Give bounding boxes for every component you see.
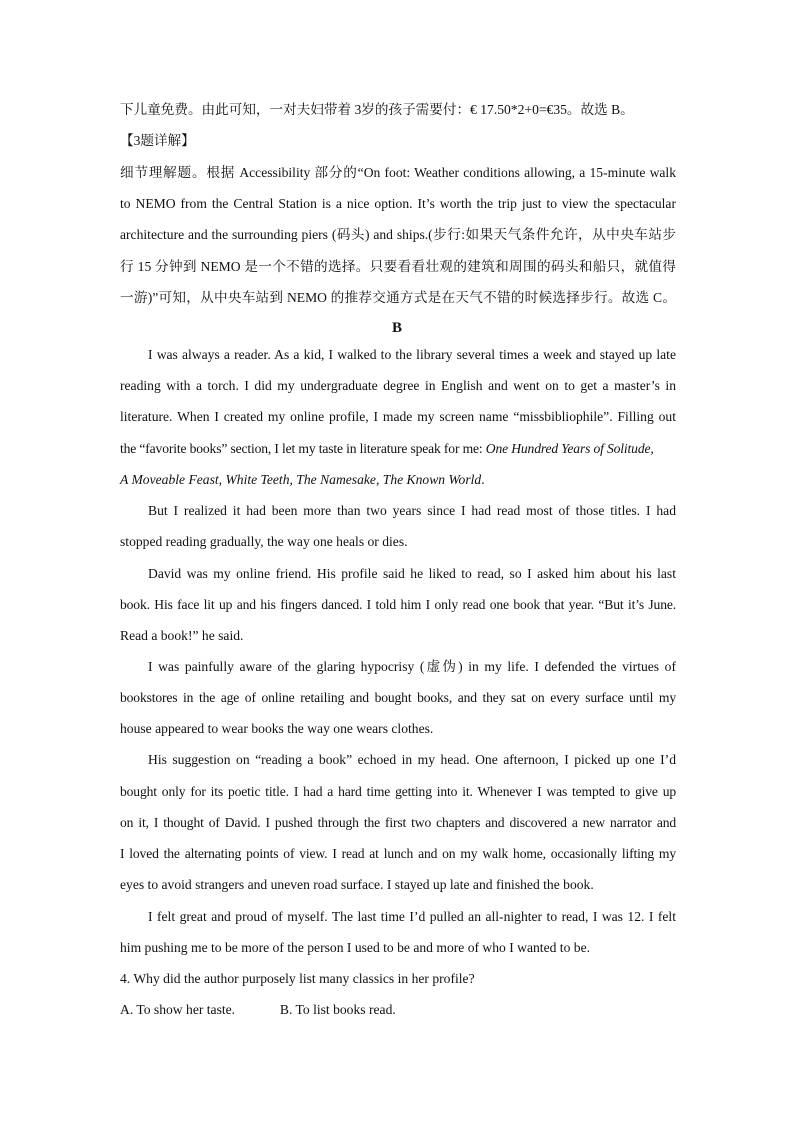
section-title: B: [391, 320, 402, 336]
passage-line: him pushing me to be more of the person I used to be and more of who I wanted to be.: [120, 940, 591, 955]
book-title-list: A Moveable Feast, White Teeth, The Namesake, The Known World: [120, 472, 482, 487]
explanation-line: architecture and the surrounding piers (码头) and ships.(步行:如果天气条件允许，从中央车站步: [120, 227, 676, 242]
passage-line: But I realized it had been more than two years since I had read most of those titles. I had: [148, 503, 676, 518]
passage-text: the “favorite books” section, I let my taste in literature speak for me:: [120, 441, 486, 456]
passage-line: house appeared to wear books the way one wears clothes.: [120, 721, 434, 736]
passage-line: eyes to avoid strangers and uneven road surface. I stayed up late and finished the book.: [120, 877, 594, 892]
answer-options-row: [120, 1001, 676, 1019]
passage-line: I was always a reader. As a kid, I walked to the library several times a week and stayed up late: [148, 347, 676, 362]
explanation-line: 行 15 分钟到 NEMO 是一个不错的选择。只要看看壮观的建筑和周围的码头和船只，就值得: [120, 259, 676, 274]
passage-line: book. His face lit up and his fingers danced. I told him I only read one book that year. “But it’s June.: [120, 597, 676, 612]
passage-text: .: [481, 472, 485, 487]
explanation-line: 一游)”可知，从中央车站到 NEMO 的推荐交通方式是在天气不错的时候选择步行。故选 C。: [120, 290, 676, 305]
passage-line: literature. When I created my online profile, I made my screen name “missbibliophile”. Filling out: [120, 409, 676, 424]
passage-line: I loved the alternating points of view. I read at lunch and on my walk home, occasionally lifting my: [120, 846, 676, 861]
passage-line: David was my online friend. His profile said he liked to read, so I asked him about his last: [148, 566, 676, 581]
explanation-line: 细节理解题。根据 Accessibility 部分的“On foot: Weather conditions allowing, a 15-minute walk: [120, 165, 676, 180]
passage-line: His suggestion on “reading a book” echoed in my head. One afternoon, I picked up one I’d: [148, 752, 676, 767]
passage-line: [120, 440, 676, 458]
book-title-list: One Hundred Years of Solitude,: [485, 441, 654, 456]
option-a: A. To show her taste.: [120, 1002, 236, 1017]
question-4-stem: 4. Why did the author purposely list many classics in her profile?: [120, 971, 475, 986]
question-3-heading: 【3题详解】: [120, 133, 195, 148]
passage-line: reading with a torch. I did my undergraduate degree in English and went on to get a master’s in: [120, 378, 676, 393]
passage-line: I was painfully aware of the glaring hypocrisy (虚伪) in my life. I defended the virtues of: [148, 659, 676, 674]
passage-line: Read a book!” he said.: [120, 628, 244, 643]
option-b: B. To list books read.: [279, 1002, 396, 1017]
passage-line: on it, I thought of David. I pushed through the first two chapters and discovered a new narrator and: [120, 815, 676, 830]
answer-explanation-line: 下儿童免费。由此可知，一对夫妇带着 3岁的孩子需要付：€ 17.50*2+0=€35。故选 B。: [120, 102, 634, 117]
passage-line: bookstores in the age of online retailing and bought books, and they sat on every surface until my: [120, 690, 676, 705]
passage-line: bought only for its poetic title. I had a hard time getting into it. Whenever I was tempted to give up: [120, 784, 676, 799]
passage-line: [120, 471, 676, 489]
passage-line: stopped reading gradually, the way one heals or dies.: [120, 534, 408, 549]
explanation-line: to NEMO from the Central Station is a nice option. It’s worth the trip just to view the spectacular: [120, 196, 676, 211]
passage-line: I felt great and proud of myself. The last time I’d pulled an all-nighter to read, I was 12. I felt: [148, 909, 676, 924]
